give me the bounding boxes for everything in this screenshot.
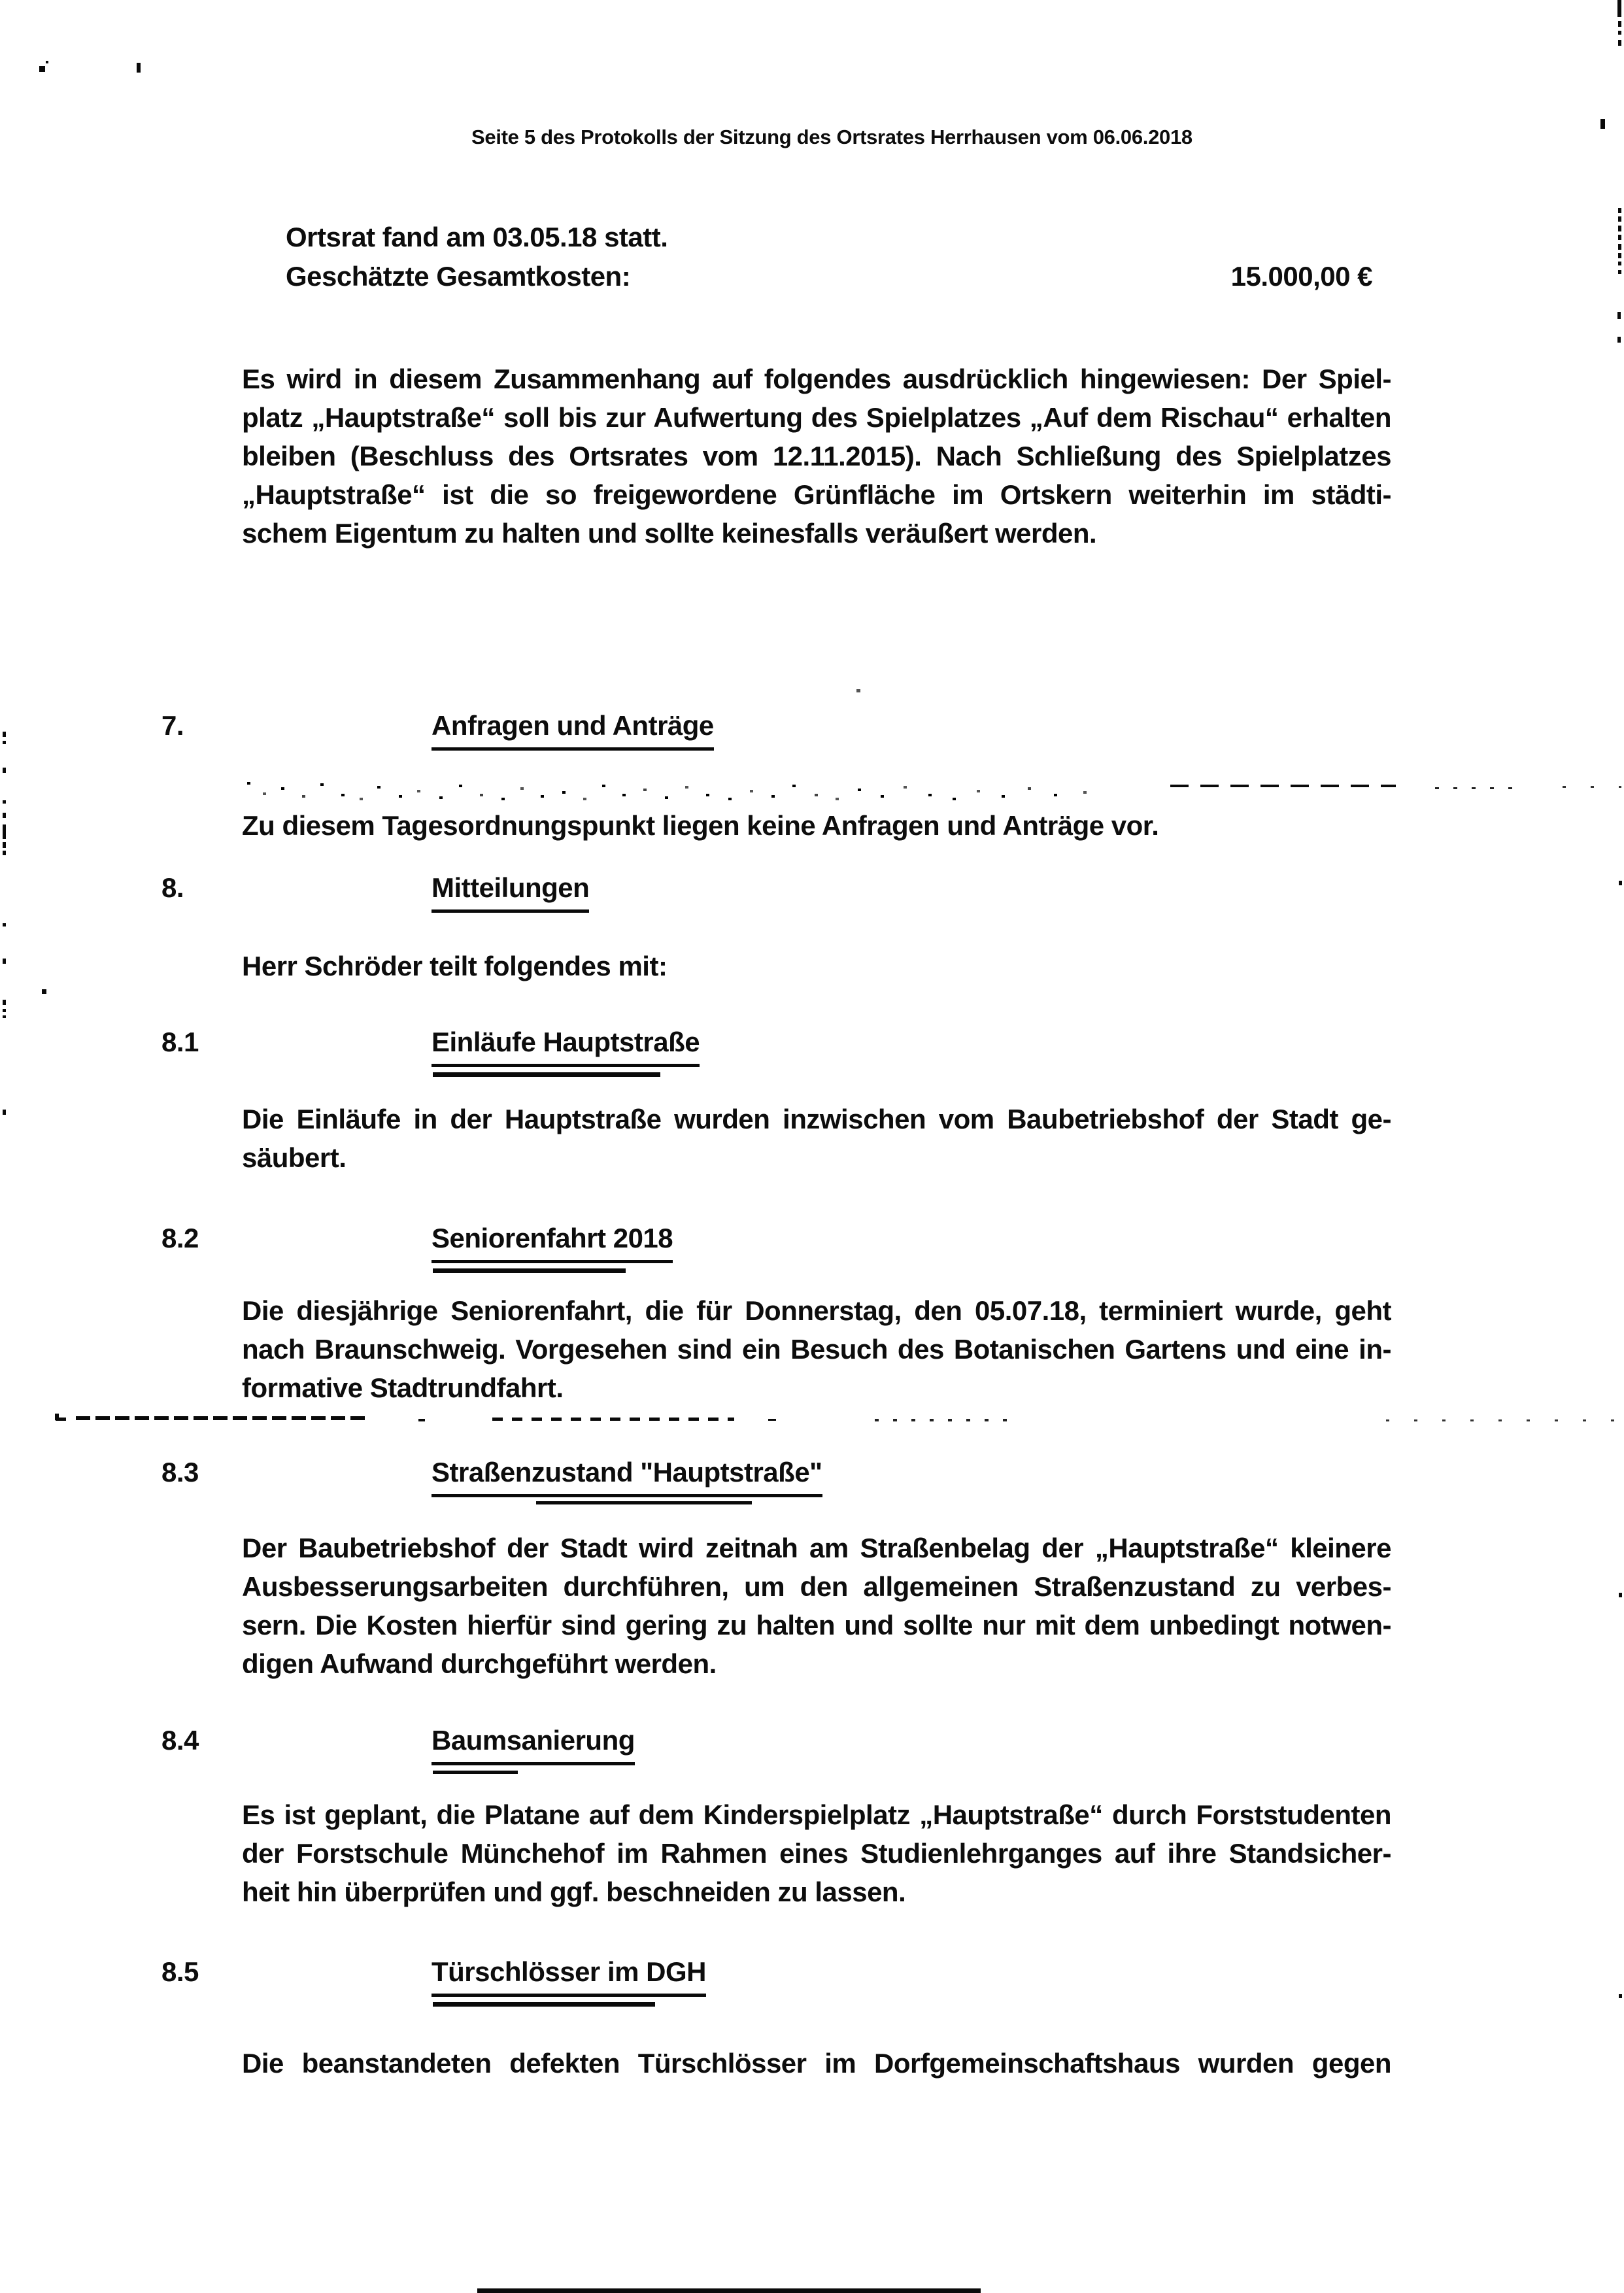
section-body <box>242 1104 1391 1181</box>
scan-edge-tick <box>3 1000 6 1005</box>
section-number: 8.1 <box>161 1027 199 1057</box>
scan-edge-tick <box>3 1009 6 1012</box>
section-title: Straßenzustand "Hauptstraße" <box>431 1457 822 1497</box>
scan-speck <box>39 66 45 72</box>
scan-edge-tick <box>3 813 6 818</box>
paragraph-line: bleiben (Beschluss des Ortsrates vom 12.11.2015). Nach Schließung des Spielplatzes <box>242 441 1391 471</box>
scan-edge-tick <box>1617 312 1621 319</box>
scan-edge-tick <box>3 959 6 964</box>
scan-edge-tick <box>1618 235 1621 240</box>
section-body-line: Es ist geplant, die Platane auf dem Kinderspielplatz „Hauptstraße“ durch Forststudenten <box>242 1799 1391 1830</box>
scan-edge-tick <box>3 741 6 744</box>
section-body-line: Die beanstandeten defekten Türschlösser im Dorfgemeinschaftshaus wurden gegen <box>242 2048 1391 2079</box>
scan-underline-artifact <box>536 1501 752 1504</box>
scan-edge-tick <box>1619 881 1622 885</box>
scan-edge-tick <box>3 768 6 773</box>
paragraph-line: platz „Hauptstraße“ soll bis zur Aufwertung des Spielplatzes „Auf dem Rischau“ erhalten <box>242 402 1391 433</box>
scan-edge-tick <box>1618 40 1621 46</box>
section-body <box>242 1799 1391 1915</box>
scan-edge-tick <box>1617 337 1621 343</box>
scan-edge-line <box>1617 0 1621 17</box>
scan-edge-tick <box>1619 1994 1622 1998</box>
scan-edge-tick <box>3 732 6 737</box>
scan-speck <box>55 1414 59 1420</box>
scan-edge-tick <box>1618 253 1621 258</box>
scan-edge-tick <box>1618 244 1621 250</box>
section-body-line: Der Baubetriebshof der Stadt wird zeitnah am Straßenbelag der „Hauptstraße“ kleinere <box>242 1533 1391 1563</box>
scan-edge-tick <box>3 1110 6 1115</box>
paragraph-line: Es wird in diesem Zusammenhang auf folgendes ausdrücklich hingewiesen: Der Spiel- <box>242 364 1391 394</box>
scan-dash-line <box>1563 786 1621 788</box>
section-body-line: Ausbesserungsarbeiten durchführen, um den allgemeinen Straßenzustand zu verbes- <box>242 1571 1391 1602</box>
section-body <box>242 1295 1391 1411</box>
scan-noise-segment <box>492 1418 734 1421</box>
section-body-line: Zu diesem Tagesordnungspunkt liegen keine Anfragen und Anträge vor. <box>242 810 1159 841</box>
scan-edge-tick <box>1618 31 1621 35</box>
section-body-line: nach Braunschweig. Vorgesehen sind ein Besuch des Botanischen Gartens und eine in- <box>242 1334 1391 1365</box>
scan-edge-tick <box>1618 226 1621 231</box>
section-title: Mitteilungen <box>431 872 589 913</box>
scan-edge-tick <box>3 851 6 855</box>
scan-speck <box>46 61 48 63</box>
scan-speck <box>137 63 141 73</box>
section-number: 8.5 <box>161 1956 199 1987</box>
scan-noise-segment <box>875 1419 1015 1421</box>
scan-underline-artifact <box>433 1072 660 1077</box>
scan-edge-tick <box>1618 262 1621 265</box>
paragraph-line: schem Eigentum zu halten und sollte keinesfalls veräußert werden. <box>242 518 1097 549</box>
section-body-line: der Forstschule Münchehof im Rahmen eines Studienlehrganges auf ihre Standsicher- <box>242 1838 1391 1869</box>
section-title: Seniorenfahrt 2018 <box>431 1223 673 1263</box>
scan-speck <box>42 989 46 994</box>
scan-edge-tick <box>1618 216 1621 222</box>
section-title: Baumsanierung <box>431 1725 635 1765</box>
section-number: 8.2 <box>161 1223 199 1253</box>
section-body-line: Die Einläufe in der Hauptstraße wurden inzwischen vom Baubetriebshof der Stadt ge- <box>242 1104 1391 1134</box>
section-body-line: formative Stadtrundfahrt. <box>242 1372 564 1403</box>
scan-edge-tick <box>1619 1593 1622 1597</box>
section-title: Einläufe Hauptstraße <box>431 1027 700 1067</box>
intro-paragraph <box>242 364 1391 556</box>
scan-edge-tick <box>1618 21 1621 27</box>
scan-edge-tick <box>1618 270 1621 274</box>
scan-edge-tick <box>3 800 6 804</box>
scan-speck <box>856 689 860 692</box>
section-body-line: digen Aufwand durchgeführt werden. <box>242 1648 717 1679</box>
scan-edge-tick <box>3 923 6 926</box>
section-body-line: sern. Die Kosten hierfür sind gering zu halten und sollte nur mit dem unbedingt notwen- <box>242 1610 1391 1640</box>
scan-noise-segment <box>768 1419 776 1421</box>
section-body-line: heit hin überprüfen und ggf. beschneiden zu lassen. <box>242 1877 906 1907</box>
section-title: Anfragen und Anträge <box>431 710 714 751</box>
scan-underline-artifact <box>433 1771 518 1774</box>
scan-bottom-bar <box>477 2288 981 2293</box>
scan-speckle-band <box>243 775 246 778</box>
page-header: Seite 5 des Protokolls der Sitzung des Ortsrates Herrhausen vom 06.06.2018 <box>471 126 1193 148</box>
scan-speck <box>1600 119 1605 129</box>
section-title: Türschlösser im DGH <box>431 1956 706 1997</box>
section-number: 8. <box>161 872 184 903</box>
scan-edge-tick <box>3 1015 6 1018</box>
section-body <box>242 2048 1391 2086</box>
scan-edge-tick <box>3 824 6 839</box>
intro-line: Ortsrat fand am 03.05.18 statt. <box>286 222 668 252</box>
paragraph-line: „Hauptstraße“ ist die so freigewordene Grünfläche im Ortskern weiterhin im städti- <box>242 479 1391 510</box>
scan-underline-artifact <box>433 1268 626 1273</box>
cost-label: Geschätzte Gesamtkosten: <box>286 261 631 292</box>
section-number: 8.3 <box>161 1457 199 1487</box>
section-body-line: Die diesjährige Seniorenfahrt, die für Donnerstag, den 05.07.18, terminiert wurde, geht <box>242 1295 1391 1326</box>
section-body <box>242 1533 1391 1687</box>
scan-dash-line <box>1435 787 1527 789</box>
scan-dash-line <box>1170 785 1396 787</box>
section-number: 8.4 <box>161 1725 199 1756</box>
scan-edge-tick <box>3 842 6 848</box>
scan-edge-tick <box>1618 208 1621 213</box>
scan-noise-segment <box>76 1416 370 1420</box>
scan-underline-artifact <box>433 2002 655 2007</box>
cost-value: 15.000,00 € <box>1230 261 1372 292</box>
section-body-line: säubert. <box>242 1142 347 1173</box>
section-body-line: Herr Schröder teilt folgendes mit: <box>242 951 668 981</box>
scan-noise-segment <box>1386 1419 1621 1421</box>
scan-noise-segment <box>418 1419 425 1421</box>
section-number: 7. <box>161 710 184 741</box>
